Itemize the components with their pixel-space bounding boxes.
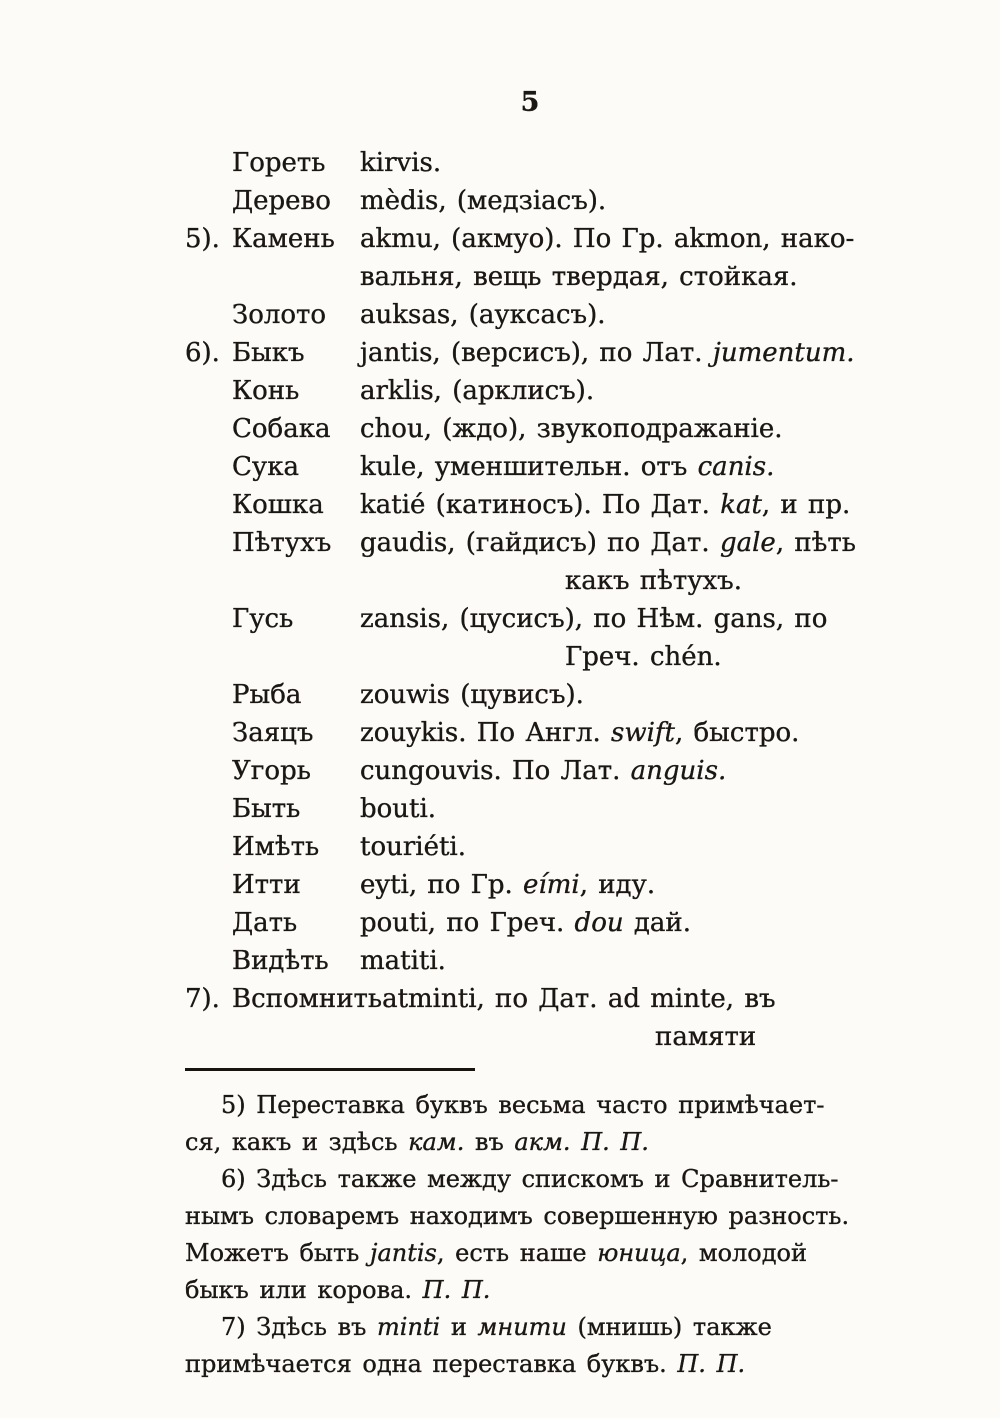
definition — [360, 372, 875, 410]
text-segment: jantis — [370, 1239, 437, 1267]
text-segment: вальня, вещь твердая, стойкая. — [360, 262, 798, 292]
definition — [360, 524, 875, 562]
russian-term: Имѣть — [232, 832, 320, 862]
russian-term: Дать — [232, 908, 298, 938]
russian-term: Вспомнить — [232, 984, 383, 1014]
footnote-rule — [185, 1068, 475, 1071]
vocab-continuation — [185, 1018, 875, 1056]
text-segment: anguis. — [630, 756, 727, 786]
text-segment: chou, (ждо), звукоподражаніе. — [360, 414, 783, 444]
text-segment: 6) Здѣсь также между спискомъ и Сравнитель- — [221, 1165, 839, 1193]
text-segment: , молодой — [680, 1239, 807, 1267]
text-segment: kirvis. — [360, 148, 442, 178]
vocab-entry — [185, 144, 875, 182]
text-segment: примѣчается одна переставка буквъ. — [185, 1350, 678, 1378]
vocab-entry — [185, 942, 875, 980]
text-segment: gaudis, (гайдисъ) по Дат. — [360, 528, 720, 558]
definition — [382, 980, 875, 1018]
definition — [360, 144, 875, 182]
russian-term: Быть — [232, 794, 301, 824]
vocab-entry — [185, 220, 875, 258]
vocab-entry — [185, 410, 875, 448]
definition — [360, 296, 875, 334]
russian-term: Итти — [232, 870, 301, 900]
text-segment: П. П. — [677, 1350, 746, 1378]
russian-term: Заяцъ — [232, 718, 314, 748]
footnotes — [185, 1087, 875, 1383]
text-segment: , и пр. — [761, 490, 851, 520]
text-segment: eyti, по Гр. — [360, 870, 524, 900]
text-segment: akmu, (акмуо). По Гр. akmon, нако- — [360, 224, 855, 254]
text-segment: arklis, (арклисъ). — [360, 376, 595, 406]
russian-term: Собака — [232, 414, 331, 444]
definition — [360, 220, 875, 258]
vocab-entry — [185, 714, 875, 752]
text-segment: и — [440, 1313, 478, 1341]
footnote-line — [185, 1346, 875, 1383]
text-segment: П. П. — [581, 1128, 649, 1156]
text-segment: pouti, по Греч. — [360, 908, 575, 938]
text-segment: swift — [611, 718, 675, 748]
footnote-line — [185, 1087, 875, 1124]
text-segment: ся, какъ и здѣсь — [185, 1128, 409, 1156]
vocab-entry — [185, 790, 875, 828]
text-segment: auksas, (ауксасъ). — [360, 300, 606, 330]
russian-term: Золото — [232, 300, 327, 330]
vocab-entry — [185, 980, 875, 1018]
russian-term: Сука — [232, 452, 299, 482]
vocab-entry — [185, 296, 875, 334]
entry-number: 7). — [185, 984, 220, 1014]
definition — [360, 486, 875, 524]
entry-number: 6). — [185, 338, 220, 368]
text-segment: памяти — [655, 1022, 757, 1052]
text-segment: какъ пѣтухъ. — [565, 566, 742, 596]
text-segment: cungouvis. По Лат. — [360, 756, 631, 786]
vocab-entry — [185, 828, 875, 866]
text-segment: atminti, по Дат. ad minte, въ — [382, 984, 776, 1014]
definition — [360, 676, 875, 714]
text-segment: gale — [719, 528, 776, 558]
text-segment: dou — [574, 908, 624, 938]
russian-term: Пѣтухъ — [232, 528, 332, 558]
definition — [360, 182, 875, 220]
vocab-entry — [185, 486, 875, 524]
text-segment: въ — [464, 1128, 515, 1156]
footnote-line — [185, 1309, 875, 1346]
text-segment: (мнишь) также — [566, 1313, 772, 1341]
text-segment: , есть наше — [436, 1239, 598, 1267]
russian-term: Дерево — [232, 186, 331, 216]
russian-term: Видѣть — [232, 946, 329, 976]
text-segment: кам. — [408, 1128, 465, 1156]
text-segment: zouykis. По Англ. — [360, 718, 612, 748]
text-segment: minti — [377, 1313, 441, 1341]
definition — [360, 600, 875, 638]
russian-term: Угорь — [232, 756, 311, 786]
definition-continuation — [565, 642, 722, 672]
vocab-entry — [185, 448, 875, 486]
entry-number: 5). — [185, 224, 220, 254]
text-segment: Греч. chén. — [565, 642, 722, 672]
text-segment: kule, уменшительн. отъ — [360, 452, 698, 482]
text-segment: jantis, (версисъ), по Лат. — [360, 338, 713, 368]
definition — [360, 904, 875, 942]
vocab-continuation — [185, 258, 875, 296]
text-segment: touriéti. — [360, 832, 467, 862]
text-segment: matiti. — [360, 946, 446, 976]
russian-term: Камень — [232, 224, 335, 254]
vocab-entry — [185, 182, 875, 220]
text-segment: юница — [597, 1239, 681, 1267]
text-segment: Можетъ быть — [185, 1239, 371, 1267]
definition — [360, 334, 875, 372]
footnote-line — [185, 1161, 875, 1198]
text-segment: 5) Переставка буквъ весьма часто примѣчает- — [221, 1091, 825, 1119]
text-segment: мнити — [477, 1313, 567, 1341]
vocab-continuation — [185, 562, 875, 600]
footnote-line — [185, 1272, 875, 1309]
footnote-line — [185, 1124, 875, 1161]
definition — [360, 942, 875, 980]
text-segment: zouwis (цувисъ). — [360, 680, 584, 710]
vocab-entry — [185, 600, 875, 638]
text-segment: , иду. — [579, 870, 656, 900]
vocab-entry — [185, 372, 875, 410]
text-segment: katié (катиносъ). По Дат. — [360, 490, 721, 520]
definition — [360, 752, 875, 790]
footnote-line — [185, 1235, 875, 1272]
russian-term: Гореть — [232, 148, 326, 178]
text-segment: быкъ или корова. — [185, 1276, 423, 1304]
vocabulary-list — [185, 144, 875, 1056]
text-segment: П. П. — [422, 1276, 491, 1304]
definition — [360, 866, 875, 904]
text-segment: дай. — [623, 908, 691, 938]
definition — [360, 828, 875, 866]
definition — [360, 714, 875, 752]
text-segment: canis. — [697, 452, 775, 482]
russian-term: Кошка — [232, 490, 324, 520]
vocab-entry — [185, 334, 875, 372]
definition-continuation — [655, 1022, 756, 1052]
definition-continuation — [565, 566, 742, 596]
text-segment: jumentum. — [712, 338, 855, 368]
text-segment: акм. — [514, 1128, 571, 1156]
text-segment: zansis, (цусисъ), по Нѣм. gans, по — [360, 604, 828, 634]
footnote-line — [185, 1198, 875, 1235]
russian-term: Быкъ — [232, 338, 305, 368]
text-segment: mèdis, (медзіасъ). — [360, 186, 607, 216]
text-segment: , пѣть — [775, 528, 856, 558]
vocab-entry — [185, 524, 875, 562]
text-segment — [571, 1128, 582, 1156]
russian-term: Гусь — [232, 604, 294, 634]
text-segment: eími — [523, 870, 580, 900]
vocab-entry — [185, 904, 875, 942]
russian-term: Рыба — [232, 680, 302, 710]
definition-continuation — [360, 262, 798, 292]
vocab-entry — [185, 676, 875, 714]
vocab-entry — [185, 866, 875, 904]
definition — [360, 448, 875, 486]
text-segment: kat — [720, 490, 762, 520]
text-segment: bouti. — [360, 794, 437, 824]
vocab-entry — [185, 752, 875, 790]
definition — [360, 410, 875, 448]
definition — [360, 790, 875, 828]
text-segment: нымъ словаремъ находимъ совершенную разность. — [185, 1202, 850, 1230]
text-segment: 7) Здѣсь въ — [221, 1313, 378, 1341]
page-number: 5 — [520, 87, 540, 118]
text-segment: , быстро. — [675, 718, 800, 748]
russian-term: Конь — [232, 376, 300, 406]
vocab-continuation — [185, 638, 875, 676]
